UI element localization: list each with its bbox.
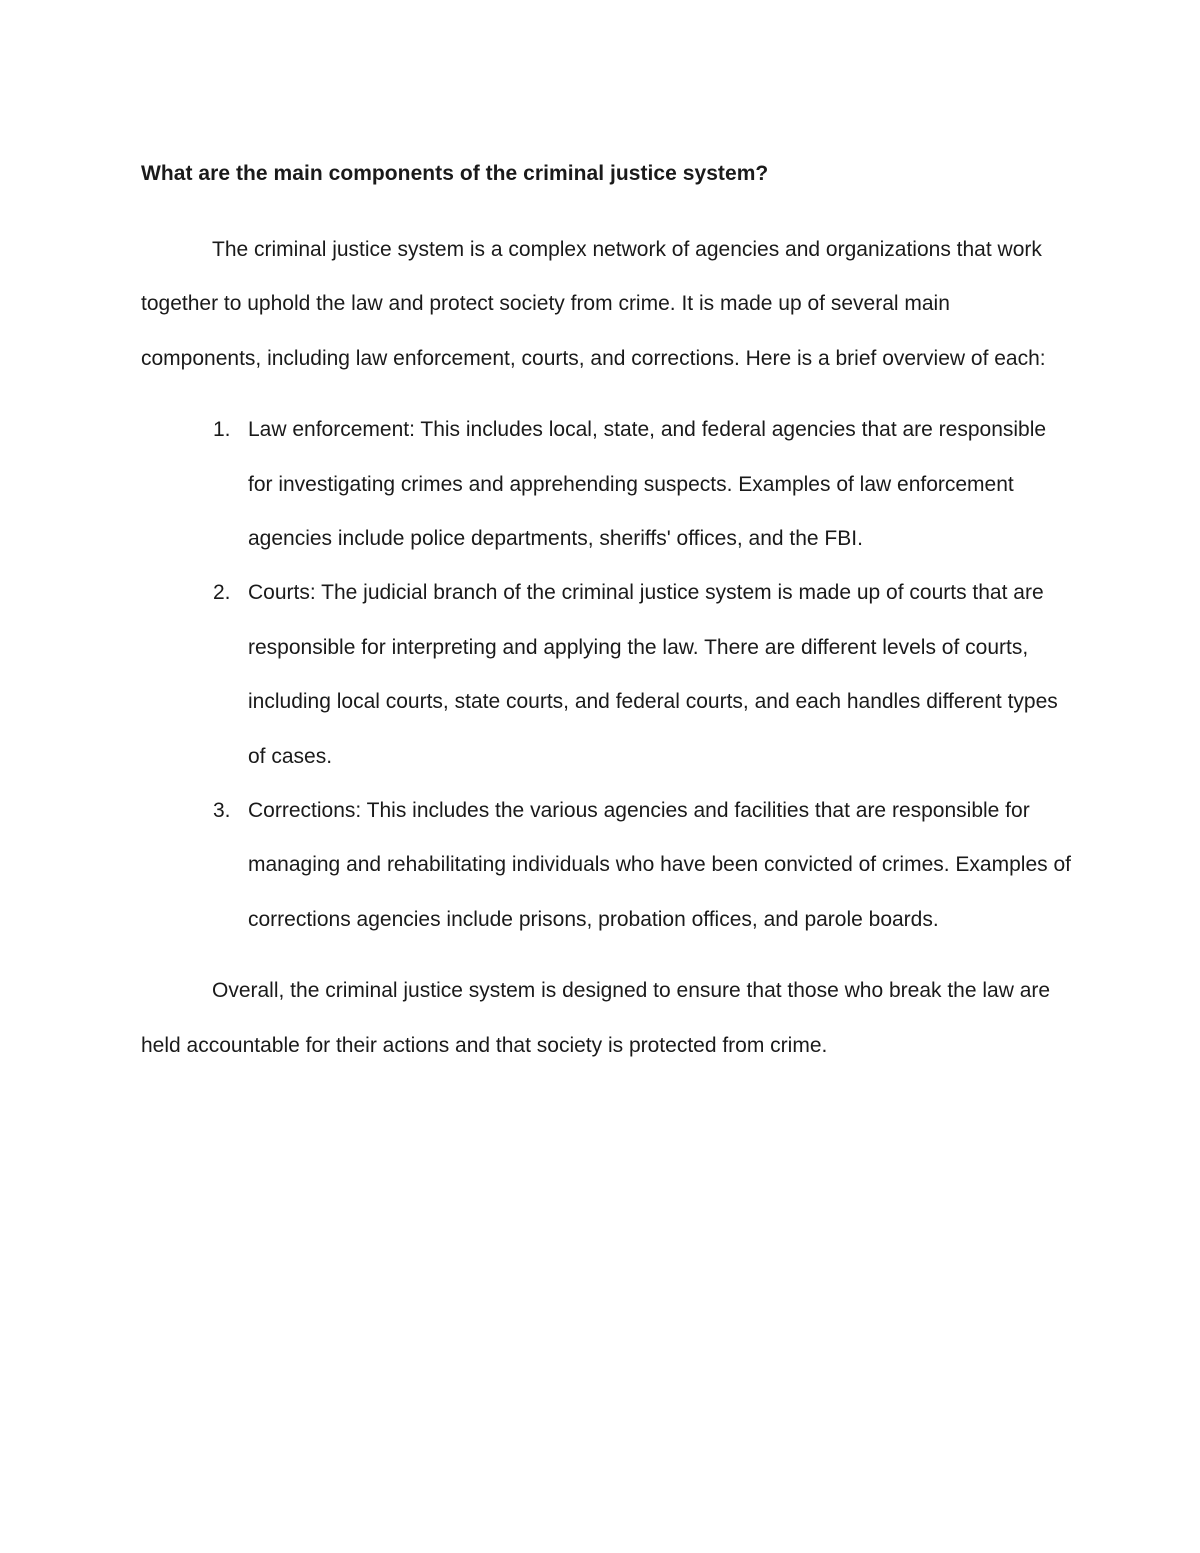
components-list [141,403,1071,947]
list-item-text: Corrections: This includes the various agencies and facilities that are responsible for managing and rehabilitating individuals who have been convicted of crimes. Examples of corrections agencies include prisons, probation offices, and parole boards. [248,799,1071,931]
document-title: What are the main components of the criminal justice system? [141,162,769,185]
list-item-number: 3. [213,799,231,823]
list-item-text: Law enforcement: This includes local, state, and federal agencies that are responsible for investigating crimes and apprehending suspects. Examples of law enforcement agencies include police departments, sheriffs' offices, and the FBI. [248,418,1047,551]
list-item-text: Courts: The judicial branch of the criminal justice system is made up of courts that are responsible for interpreting and applying the law. There are different levels of courts, including local courts, state courts, and federal courts, and each handles different types of cases. [248,581,1058,768]
document-body [141,158,1071,1073]
list-item [141,403,1071,566]
closing-paragraph: Overall, the criminal justice system is designed to ensure that those who break the law are held accountable for their actions and that society is protected from crime. [141,979,1051,1057]
list-item [141,566,1071,784]
list-item [141,784,1071,947]
intro-paragraph: The criminal justice system is a complex network of agencies and organizations that work together to uphold the law and protect society from crime. It is made up of several main components, including law enforcement, courts, and corrections. Here is a brief overview of each: [141,238,1046,370]
list-item-number: 1. [213,418,231,442]
list-item-number: 2. [213,581,231,605]
